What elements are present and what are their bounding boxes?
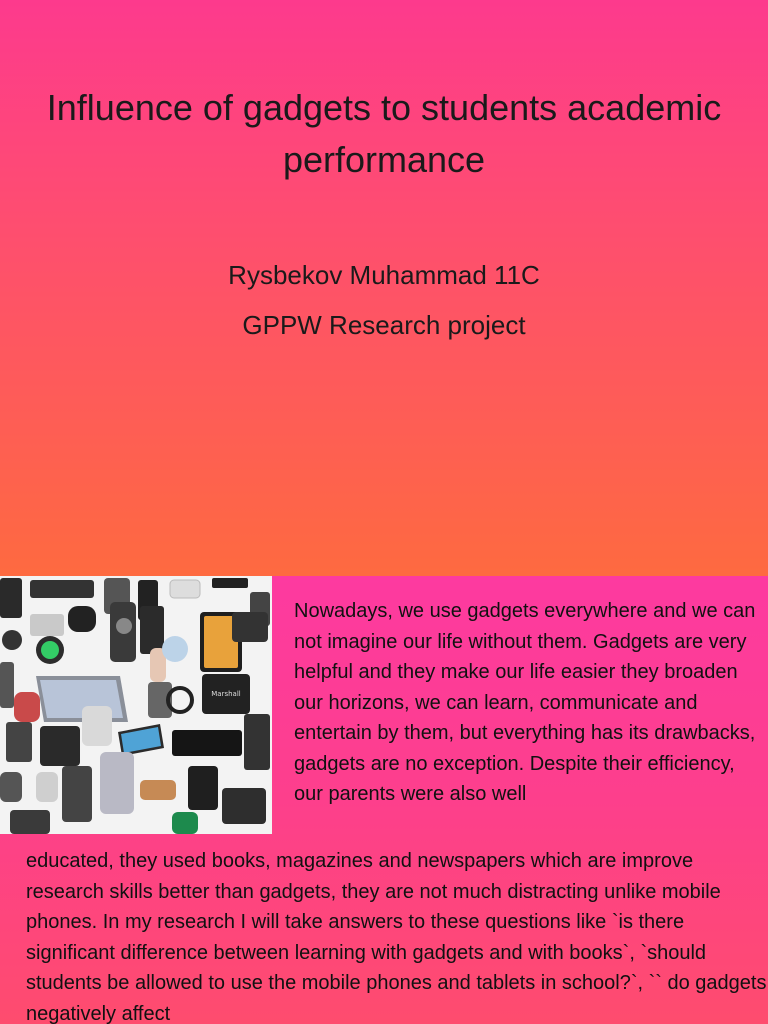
intro-paragraph: Nowadays, we use gadgets everywhere and we can not imagine our life without them. Gadgets are very helpful and they make our life easier they broaden our horizons, we can learn, communicate and entertain by them, but everything has its drawbacks, gadgets are no exception. Despite their efficiency, our parents were also well [294,600,756,805]
marshall-label: Marshall [211,690,241,698]
slide-title: Influence of gadgets to students academic performance [46,87,722,180]
gadgets-collage-image [0,576,272,834]
slide-subtitle [40,250,728,350]
content-slide [0,576,768,1024]
gadgets-collage-graphic [0,576,272,834]
intro-paragraph-continued: educated, they used books, magazines and newspapers which are improve research skills better than gadgets, they are not much distracting unlike mobile phones. In my research I will take answers to these questions like `is there significant difference between learning with gadgets and with books`, `should students be allowed to use the mobile phones and tablets in school?`, `` do gadgets negatively affect [26,850,767,1024]
author-line: Rysbekov Muhammad 11C [228,260,540,290]
project-line: GPPW Research project [242,310,526,340]
